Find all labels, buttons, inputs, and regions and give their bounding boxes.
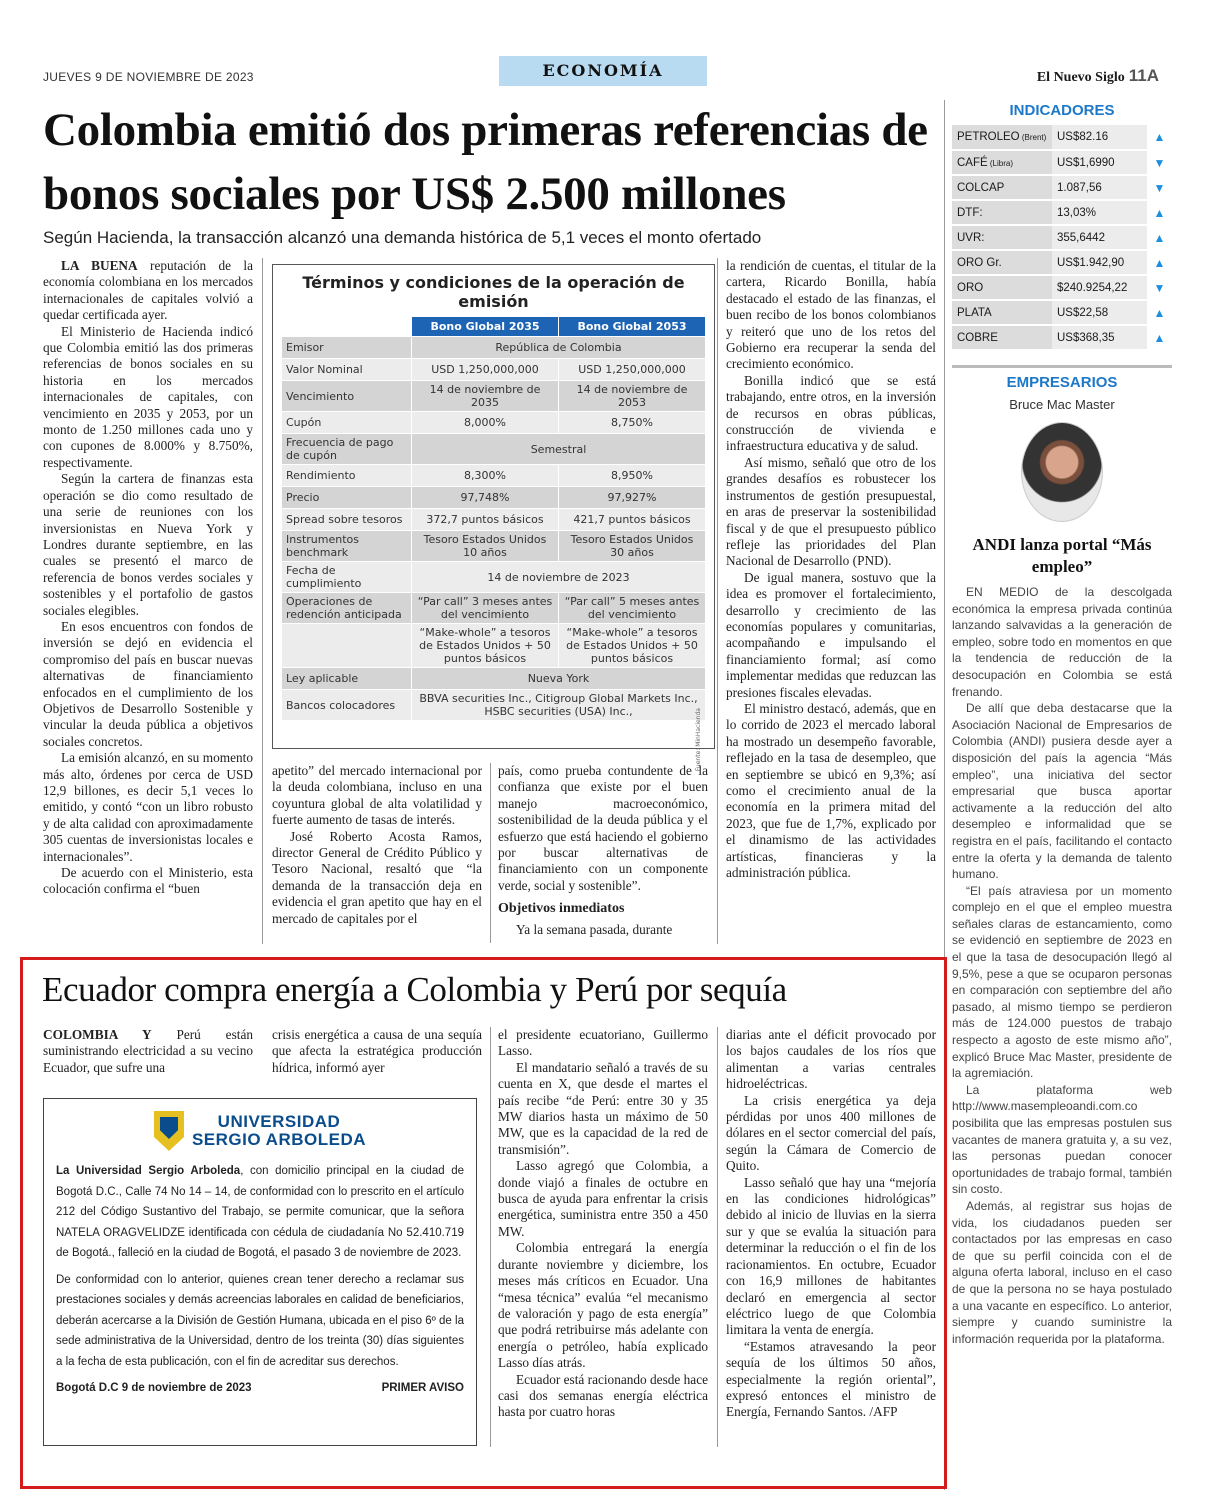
paragraph: De allí que deba destacarse que la Asociación Nacional de Empresarios de Colombia (ANDI) pusiera desde ayer a disposición del país la agencia “Más empleo”, una iniciativa del sector empresarial que busca aportar activamente a la reducción del alto desempleo e informalidad que se registra en el país, facilitando el contacto entre la oferta y la demanda de talento humano.: [952, 701, 1172, 882]
terms-row: Bancos colocadores BBVA securities Inc., Citigroup Global Markets Inc., HSBC securities (USA) Inc.,: [282, 690, 706, 721]
arrow-up-icon: ▲: [1147, 225, 1172, 250]
paragraph: apetito” del mercado internacional por la deuda colombiana, incluso en una coyuntura global de alta volatilidad y fuerte aumento de tasas de interés.: [272, 763, 482, 828]
indicator-row: ORO Gr. US$1.942,90 ▲: [952, 250, 1172, 275]
notice-date: Bogotá D.C 9 de noviembre de 2023: [56, 1382, 252, 1394]
sidebar: [952, 96, 1172, 1347]
terms-col-header: Bono Global 2035: [412, 317, 559, 337]
paragraph: el presidente ecuatoriano, Guillermo Lasso.: [498, 1027, 708, 1059]
paragraph: Además, al registrar sus hojas de vida, los ciudadanos pueden ser contactados por las empresas en caso de que su perfil coincida con el de alguna oferta laboral, incluso en el caso de que la persona no se haya postulado a una vacante en específico. Lo anterior, siempre y cuando suministre la información requerida por la plataforma.: [952, 1198, 1172, 1346]
indicator-row: UVR: 355,6442 ▲: [952, 225, 1172, 250]
indicator-row: COLCAP 1.087,56 ▼: [952, 175, 1172, 200]
terms-row: “Make-whole” a tesoros de Estados Unidos + 50 puntos básicos “Make-whole” a tesoros de Estados Unidos + 50 puntos básicos: [282, 624, 706, 668]
paragraph: El mandatario señaló a través de su cuenta en X, que desde el martes el país recibe “de Perú: entre 30 y 35 MW diarios hasta un máximo de 50 MW, que es la capacidad de la red de transmisión”.: [498, 1059, 708, 1157]
paragraph: “El país atraviesa por un momento complejo en el que el empleo muestra señales claras de estancamiento, como se evidenció en septiembre de 2023 en el que la tasa de desocupación llegó al 9,5%, pese a que se ocuparon personas en comparación con septiembre del año pasado, al mismo tiempo se perdieron más de 124.000 puestos de trabajo respecto a agosto de este mismo año”, explicó Bruce Mac Master, presidente de la agremiación.: [952, 883, 1172, 1081]
paragraph: La plataforma web http://www.masempleoandi.com.co posibilita que las empresas postulen sus vacantes de manera gratuita y, a su vez, las personas puedan conocer oportunidades de trabajo formal, también sin costo.: [952, 1082, 1172, 1197]
terms-row: Spread sobre tesoros 372,7 puntos básicos 421,7 puntos básicos: [282, 509, 706, 531]
arrow-up-icon: ▲: [1147, 125, 1172, 150]
paragraph: diarias ante el déficit provocado por los bajos caudales de los ríos que alimentan a varias centrales hidroeléctricas.: [726, 1027, 936, 1092]
paragraph: La emisión alcanzó, en su momento más alto, órdenes por cerca de USD 12,9 billones, es decir 5,1 veces lo emitido, y contó “con un libro robusto y de alta calidad con aproximadamente 305 cuentas de inversionistas locales e internacionales”.: [43, 750, 253, 864]
terms-row: Frecuencia de pago de cupón Semestral: [282, 434, 706, 465]
section-label: ECONOMÍA: [499, 56, 707, 86]
main-subhead: Según Hacienda, la transacción alcanzó una demanda histórica de 5,1 veces el monto ofertado: [43, 228, 762, 247]
arrow-up-icon: ▲: [1147, 300, 1172, 325]
issue-date: JUEVES 9 DE NOVIEMBRE DE 2023: [43, 70, 254, 84]
shield-icon: [154, 1111, 184, 1151]
article2-column-3: [498, 1027, 708, 1421]
terms-table: [281, 316, 706, 721]
article1-column-1: [43, 258, 253, 898]
indicators-title: INDICADORES: [1009, 102, 1115, 119]
paragraph: La crisis energética ya deja pérdidas por unos 400 millones de dólares en el sector comercial del país, según la Cámara de Comercio de Quito.: [726, 1092, 936, 1174]
main-headline: Colombia emitió dos primeras referencias de bonos sociales por US$ 2.500 millones: [43, 104, 928, 220]
article2-column-1: [43, 1027, 253, 1076]
terms-row: Precio 97,748% 97,927%: [282, 487, 706, 509]
terms-row: Emisor República de Colombia: [282, 337, 706, 359]
paragraph: El Ministerio de Hacienda indicó que Colombia emitió las dos primeras referencias de bonos sociales en su historia en los mercados internacionales de capitales, con vencimiento en 2035 y 2053, por un monto de 1.250 millones cada uno y con cupones de 8.000% y 8.750%, respectivamente.: [43, 323, 253, 470]
terms-table-title: Términos y condiciones de la operación de emisión: [302, 273, 685, 311]
arrow-up-icon: ▲: [1147, 325, 1172, 350]
paragraph: Así mismo, señaló que otro de los grandes desafíos es robustecer los instrumentos de gestión presupuestal, en aras de preservar la sostenibilidad fiscal y de que el presupuesto público refleje las prioridades del Plan Nacional de Desarrollo (PND).: [726, 454, 936, 569]
paragraph: De acuerdo con el Ministerio, esta colocación confirma el “buen: [43, 865, 253, 897]
indicator-row: DTF: 13,03% ▲: [952, 200, 1172, 225]
paragraph: Ya la semana pasada, durante: [516, 922, 673, 938]
notice-paragraph: La Universidad Sergio Arboleda, con domicilio principal en la ciudad de Bogotá D.C., Calle 74 No 14 – 14, de conformidad con lo prescrito en el artículo 212 del Código Sustantivo del Trabajo, se permite comunicar, que la señora NATELA ORAGVELIDZE identificada con cédula de ciudadanía No 52.410.719 de Bogotá., falleció en la ciudad de Bogotá, el pasado 3 de noviembre de 2023.: [56, 1165, 464, 1259]
newspaper-name: El Nuevo Siglo: [1036, 70, 1125, 85]
page-number: 11A: [1128, 66, 1159, 85]
article1-column-2: [272, 763, 482, 927]
columnist-name: Bruce Mac Master: [1009, 397, 1115, 412]
paragraph: Ecuador está racionando desde hace casi dos semanas energía eléctrica hasta por cuatro horas: [498, 1371, 708, 1420]
paragraph: crisis energética a causa de una sequía que afecta la estratégica producción hídrica, informó ayer: [272, 1027, 482, 1075]
paragraph: En esos encuentros con fondos de inversión se dejó en evidencia el compromiso del país en buscar nuevas alternativas de financiamiento enfocados en el cumplimiento de los Objetivos de Desarrollo Sostenible y vincular la deuda pública a objetivos sociales concretos.: [43, 618, 253, 749]
arrow-down-icon: ▼: [1147, 150, 1172, 175]
paragraph: “Estamos atravesando la peor sequía de los últimos 50 años, especialmente la región oriental”, expresó entonces el ministro de Energía, Fernando Santos. /AFP: [726, 1338, 936, 1420]
notice-label: PRIMER AVISO: [381, 1382, 464, 1394]
university-logo: UNIVERSIDAD SERGIO ARBOLEDA: [56, 1111, 464, 1151]
indicator-row: ORO $240.9254,22 ▼: [952, 275, 1172, 300]
paragraph: LA BUENA reputación de la economía colombiana en los mercados internacionales de capitales volvió a quedar certificada ayer.: [43, 258, 253, 323]
indicator-row: PETROLEO (Brent) US$82.16 ▲: [952, 125, 1172, 150]
terms-row: Cupón 8,000% 8,750%: [282, 412, 706, 434]
paragraph: Colombia entregará la energía durante noviembre y diciembre, los meses más críticos en Ecuador. Una “mesa técnica” evalúa “el mecanismo de valoración y pago de esta energía” que podrá retribuirse más adelante con energía o petróleo, había explicado Lasso días atrás.: [498, 1240, 708, 1371]
terms-row: Operaciones de redención anticipada “Par call” 3 meses antes del vencimiento “Par call” 5 meses antes del vencimiento: [282, 593, 706, 624]
paragraph: Lasso agregó que Colombia, a donde viajó a finales de octubre en busca de ayuda para enfrentar la crisis energética, suministra entre 350 a 450 MW.: [498, 1158, 708, 1239]
second-headline: Ecuador compra energía a Colombia y Perú por sequía: [42, 970, 787, 1009]
arrow-down-icon: ▼: [1147, 175, 1172, 200]
paragraph: José Roberto Acosta Ramos, director General de Crédito Público y Tesoro Nacional, resaltó que “la demanda de la transacción deja en evidencia el gran apetito que hay en el mercado de capitales por el: [272, 828, 482, 926]
paragraph: De igual manera, sostuvo que la idea es promover el fortalecimiento, desarrollo y crecimiento de las economías populares y comunitarias, acompañando e impulsando el financiamiento formal; así como implementar medidas que reduzcan las presiones fiscales elevadas.: [726, 569, 936, 700]
terms-row: Vencimiento 14 de noviembre de 2035 14 de noviembre de 2053: [282, 381, 706, 412]
paragraph: Según la cartera de finanzas esta operación se dio como resultado de una serie de reuniones con los inversionistas en Nueva York y Londres durante septiembre, en las cuales se presentó el marco de referencia de bonos verdes sociales y sostenibles y el portafolio de gastos sociales elegibles.: [43, 471, 253, 618]
paragraph: Lasso señaló que hay una “mejoría en las condiciones hidrológicas” debido al inicio de lluvias en la sierra sur y que se evalúa la situación para determinar la reducción o el fin de los racionamientos. En octubre, Ecuador con 16,9 millones de habitantes declaró en emergencia al sector eléctrico luego de que Colombia limitara la venta de energía.: [726, 1174, 936, 1338]
terms-row: Rendimiento 8,300% 8,950%: [282, 465, 706, 487]
article1-column-4: [726, 258, 936, 881]
paragraph: Bonilla indicó que se está trabajando, entre otros, en la inversión de recursos en obras públicas, construcción de vivienda e infraestructura educativa y de salud.: [726, 372, 936, 454]
arrow-down-icon: ▼: [1147, 275, 1172, 300]
section-subhead: Objetivos inmediatos: [498, 901, 625, 917]
sidebar-headline: ANDI lanza portal “Más empleo”: [972, 535, 1152, 576]
paragraph: EN MEDIO de la descolgada económica la empresa privada continúa lanzando salvavidas a la generación de empleo, sobre todo en momentos en que la tendencia de reducción de la desocupación en Colombia se está frenando.: [952, 585, 1172, 699]
arrow-up-icon: ▲: [1147, 200, 1172, 225]
indicator-row: PLATA US$22,58 ▲: [952, 300, 1172, 325]
columnist-photo: [1021, 422, 1103, 522]
notice-paragraph: De conformidad con lo anterior, quienes crean tener derecho a reclamar sus prestaciones sociales y demás acreencias laborales en calidad de beneficiarios, deberán acercarse a la División de Gestión Humana, ubicada en el piso 6º de la sede administrativa de la Universidad, dentro de los treinta (30) días siguientes a la fecha de esta publicación, con el fin de acreditar sus derechos.: [56, 1273, 464, 1368]
paragraph: la rendición de cuentas, el titular de la cartera, Ricardo Bonilla, había destacado el estado de las finanzas, el buen recibo de los bonos colombianos y reiteró que uno de los retos del Gobierno era recuperar la senda del crecimiento económico.: [726, 258, 936, 372]
article2-column-2: [272, 1027, 482, 1076]
university-notice: [43, 1098, 477, 1446]
terms-col-header: Bono Global 2053: [559, 317, 706, 337]
arrow-up-icon: ▲: [1147, 250, 1172, 275]
paragraph: COLOMBIA Y Perú están suministrando electricidad a su vecino Ecuador, que sufre una: [43, 1027, 253, 1075]
paragraph: El ministro destacó, además, que en lo corrido de 2023 el mercado laboral ha mostrado un desempeño favorable, reflejado en la tasa de desempleo, que en septiembre se ubicó en 9,3%; así como el crecimiento anual de la economía en la primera mitad del 2023, que fue de 1,7%, explicado por el dinamismo de las actividades artísticas, financieras y la administración pública.: [726, 700, 936, 881]
article2-column-4: [726, 1027, 936, 1421]
terms-row: Valor Nominal USD 1,250,000,000 USD 1,250,000,000: [282, 359, 706, 381]
masthead: [1037, 66, 1159, 86]
terms-table-box: [272, 264, 715, 772]
article1-column-3: [498, 763, 708, 939]
terms-row: Instrumentos benchmark Tesoro Estados Unidos 10 años Tesoro Estados Unidos 30 años: [282, 531, 706, 562]
table-source: Fuente: MinHacienda: [695, 708, 702, 772]
indicator-row: COBRE US$368,35 ▲: [952, 325, 1172, 350]
terms-row: Ley aplicable Nueva York: [282, 668, 706, 690]
empresarios-title: EMPRESARIOS: [1006, 374, 1118, 391]
indicator-row: CAFÉ (Libra) US$1,6990 ▼: [952, 150, 1172, 175]
sidebar-body: [952, 584, 1172, 1347]
paragraph: país, como prueba contundente de la confianza que existe por el buen manejo macroeconómico, sostenibilidad de la deuda pública y el esfuerzo que está haciendo el gobierno por buscar alternativas de financiamiento con un componente verde, social y sostenible”.: [498, 763, 708, 893]
terms-row: Fecha de cumplimiento 14 de noviembre de 2023: [282, 562, 706, 593]
indicators-table: [952, 125, 1172, 351]
